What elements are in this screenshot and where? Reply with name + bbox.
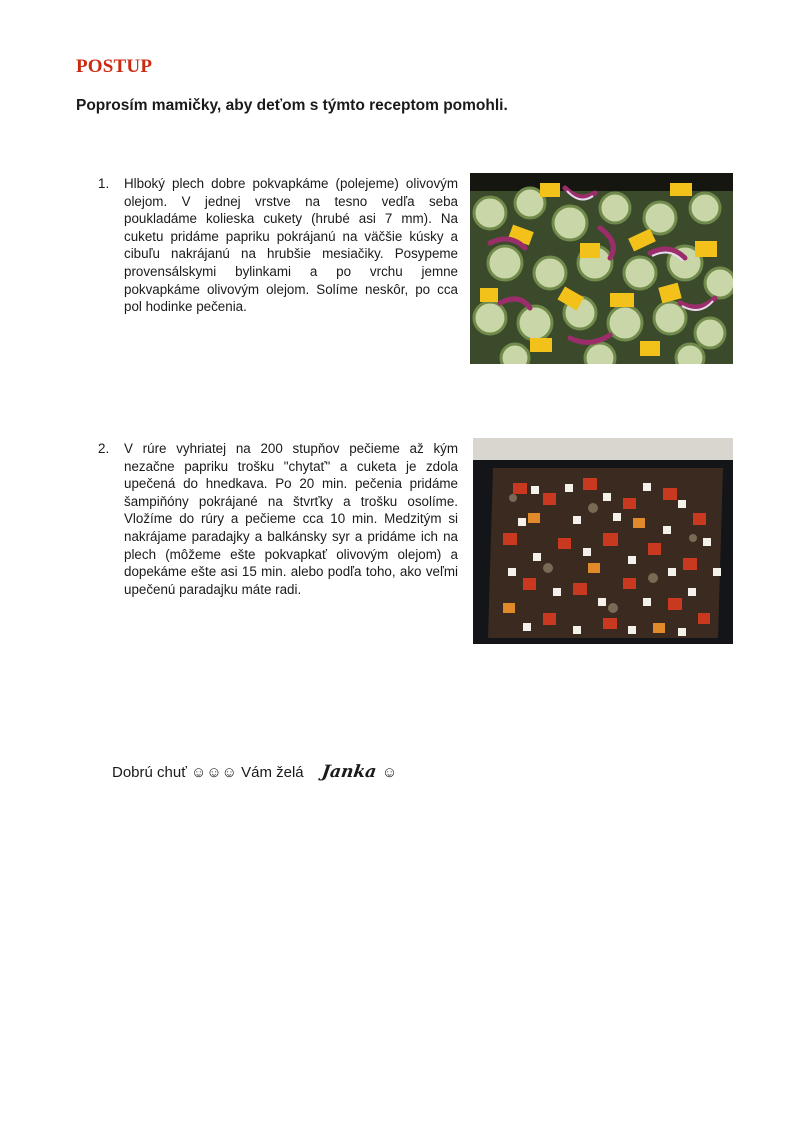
photo-vegetables-raw (470, 173, 733, 364)
closing-line (112, 762, 397, 782)
recipe-step-1 (98, 175, 458, 316)
step-text: V rúre vyhriatej na 200 stupňov pečieme až kým nezačne papriku trošku "chytať" a cuketa je zdola upečená do hnedkava. Po 20 min. pečenia pridáme šampiňóny pokrájané na štvrťky a trošku osolíme. Vložíme do rúry a pečieme cca 10 min. Medzitým si nakrájame paradajky a balkánsky syr a pridáme ich na plech (môžeme ešte pokvapkať olivovým olejom) a dopekáme ešte asi 15 min. alebo podľa toho, ako veľmi upečenú paradajku máte radi. (124, 441, 458, 597)
page-heading: POSTUP (76, 56, 153, 77)
step-number: 1. (98, 176, 110, 191)
page-subtitle: Poprosím mamičky, aby deťom s týmto receptom pomohli. (76, 97, 508, 114)
signature: Janka (320, 762, 378, 782)
smiley-icon: ☺ (381, 764, 398, 781)
photo-vegetables-baked (473, 438, 733, 644)
recipe-step-2 (98, 440, 458, 598)
closing-text: Dobrú chuť ☺☺☺ Vám želá (112, 764, 304, 781)
step-number: 2. (98, 441, 110, 456)
step-text: Hlboký plech dobre pokvapkáme (polejeme) olivovým olejom. V jednej vrstve na tesno vedľa seba poukladáme kolieska cukety (hrubé asi 7 mm). Na cuketu pridáme papriku pokrájanú na väčšie kúsky a cibuľu nakrájanú na hrubšie mesiačiky. Posypeme provensálskymi bylinkami a po vrchu jemne pokvapkáme olivovým olejom. Solíme neskôr, po cca pol hodinke pečenia. (124, 176, 458, 315)
